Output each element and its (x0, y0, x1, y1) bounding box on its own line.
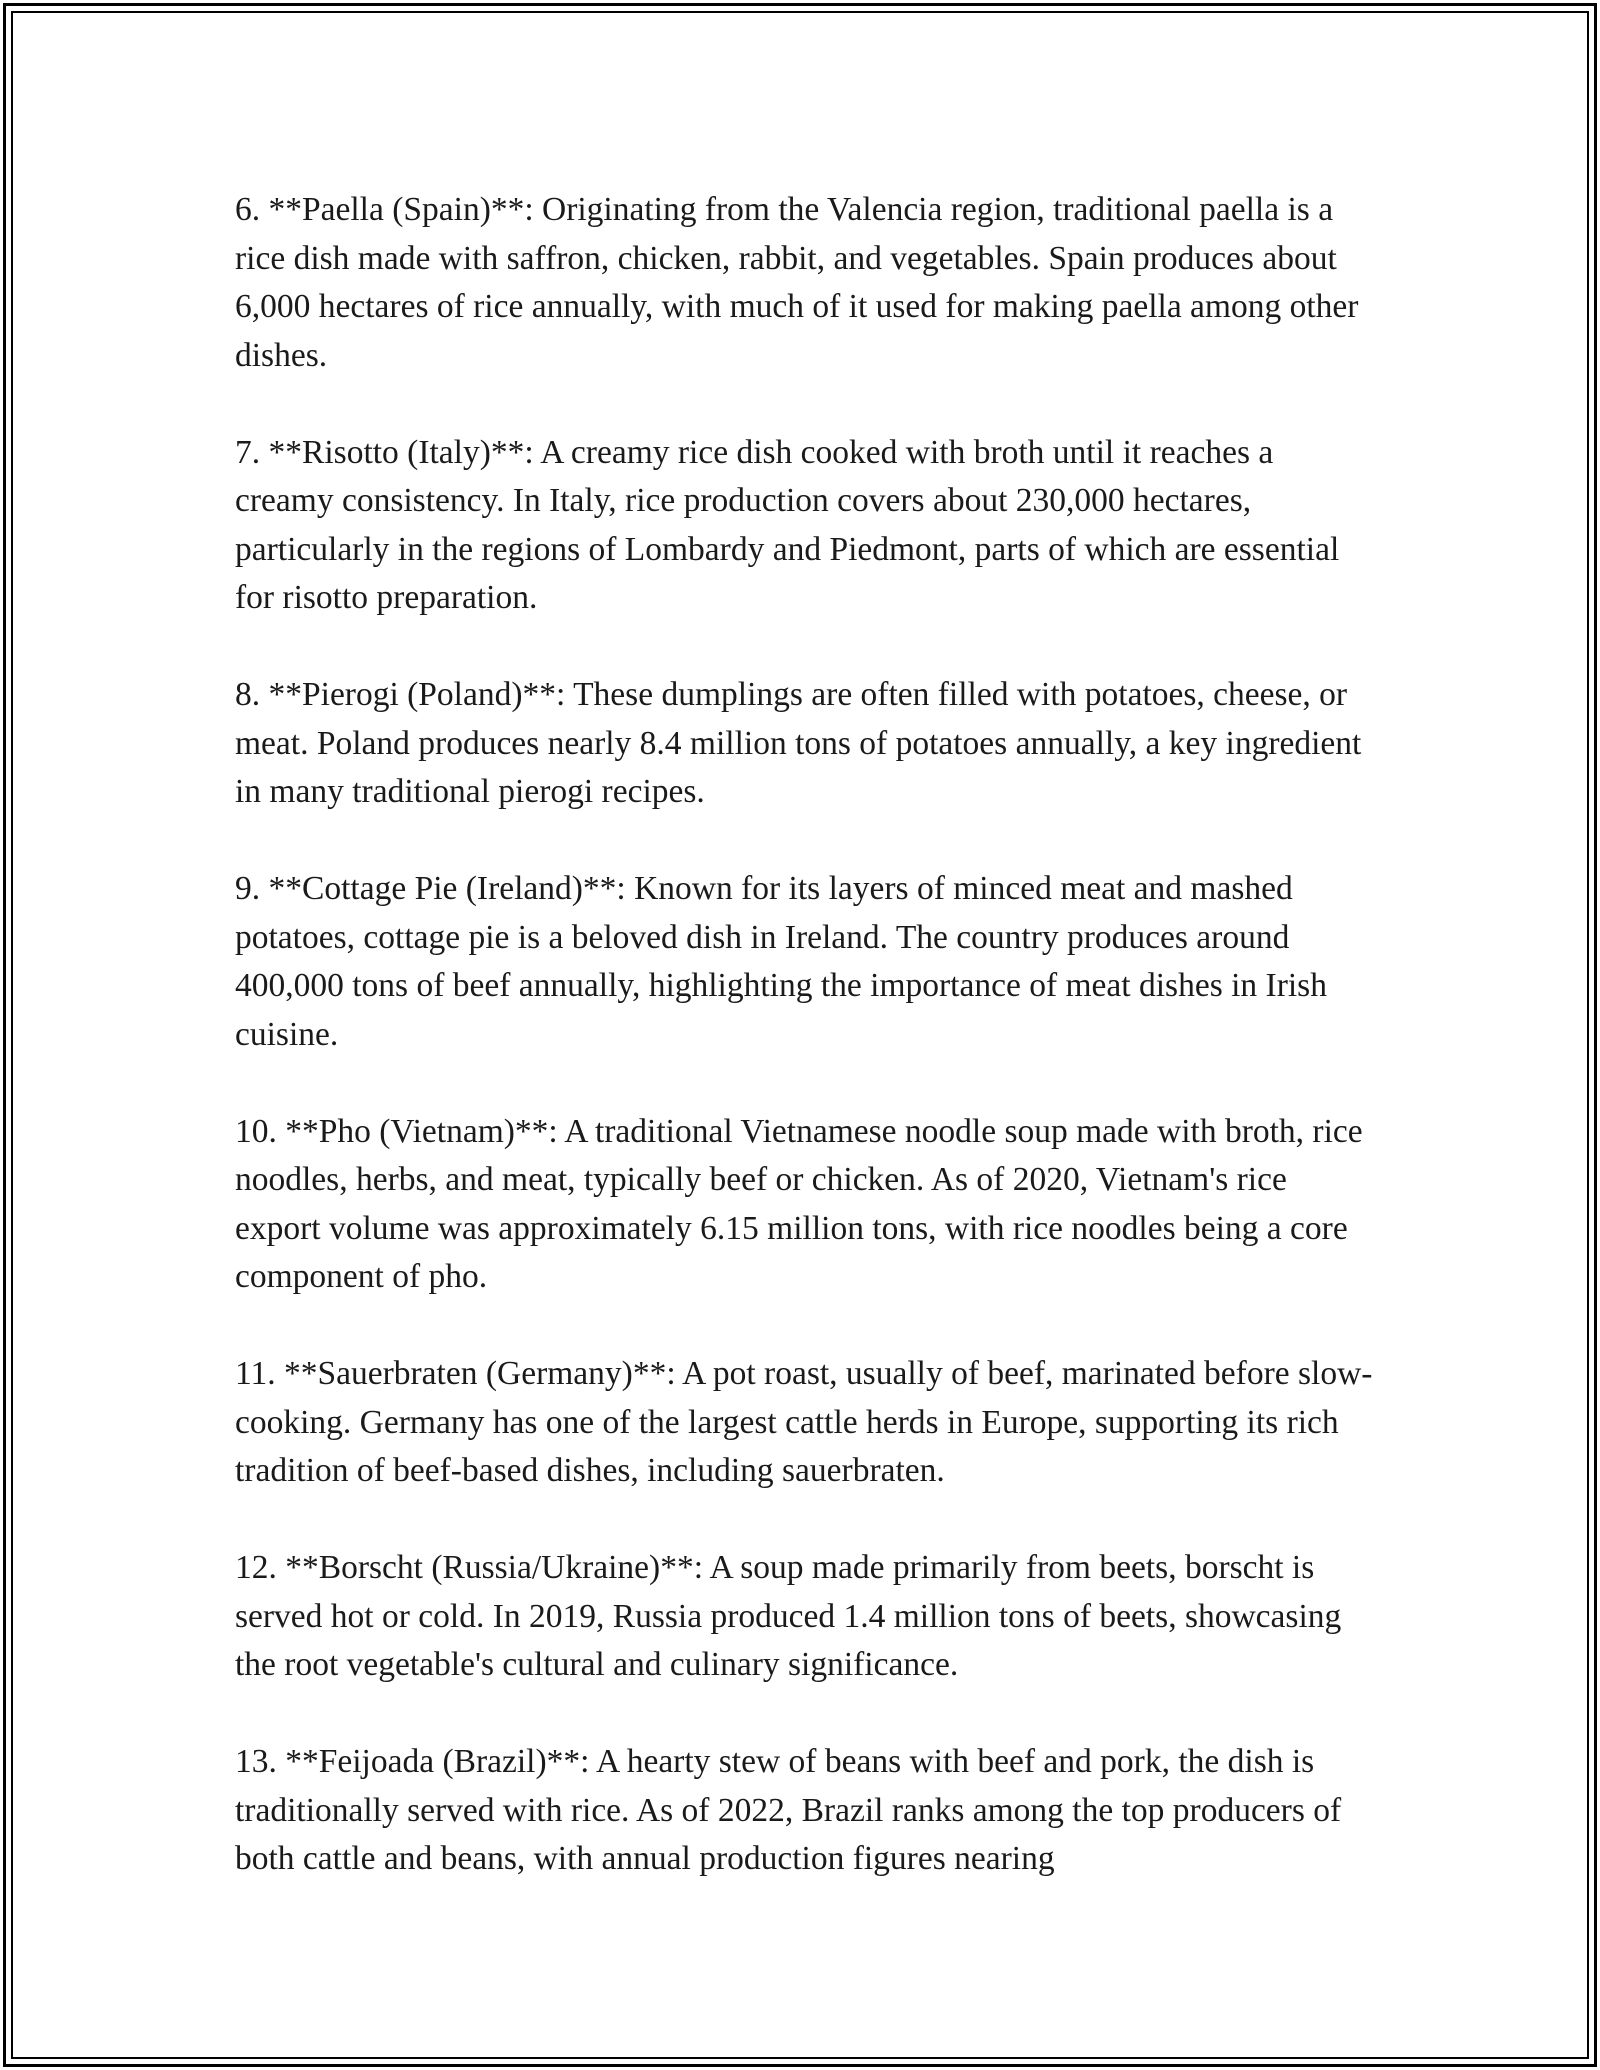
paragraph-paella: 6. **Paella (Spain)**: Originating from the Valencia region, traditional paella is a rice dish made with saffron, chicken, rabbit, and vegetables. Spain produces about 6,000 hectares of rice annually, with much of it used for making paella among other dishes. (235, 191, 1359, 374)
paragraph-feijoada: 13. **Feijoada (Brazil)**: A hearty stew of beans with beef and pork, the dish is traditionally served with rice. As of 2022, Brazil ranks among the top producers of both cattle and beans, with annual production figures nearing (235, 1743, 1342, 1877)
paragraph-pho: 10. **Pho (Vietnam)**: A traditional Vietnamese noodle soup made with broth, rice noodles, herbs, and meat, typically beef or chicken. As of 2020, Vietnam's rice export volume was approximately 6.15 million tons, with rice noodles being a core component of pho. (235, 1112, 1363, 1295)
paragraph-borscht: 12. **Borscht (Russia/Ukraine)**: A soup made primarily from beets, borscht is served hot or cold. In 2019, Russia produced 1.4 million tons of beets, showcasing the root vegetable's cultural and culinary significance. (235, 1549, 1342, 1683)
paragraph-sauerbraten: 11. **Sauerbraten (Germany)**: A pot roast, usually of beef, marinated before slow-cooking. Germany has one of the largest cattle herds in Europe, supporting its rich tradition of beef-based dishes, including sauerbraten. (235, 1355, 1373, 1489)
paragraph-cottage-pie: 9. **Cottage Pie (Ireland)**: Known for its layers of minced meat and mashed potatoes, cottage pie is a beloved dish in Ireland. The country produces around 400,000 tons of beef annually, highlighting the importance of meat dishes in Irish cuisine. (235, 870, 1327, 1053)
document-body (235, 186, 1375, 1884)
paragraph-pierogi: 8. **Pierogi (Poland)**: These dumplings are often filled with potatoes, cheese, or meat. Poland produces nearly 8.4 million tons of potatoes annually, a key ingredient in many traditional pierogi recipes. (235, 676, 1362, 810)
paragraph-risotto: 7. **Risotto (Italy)**: A creamy rice dish cooked with broth until it reaches a creamy consistency. In Italy, rice production covers about 230,000 hectares, particularly in the regions of Lombardy and Piedmont, parts of which are essential for risotto preparation. (235, 433, 1340, 616)
